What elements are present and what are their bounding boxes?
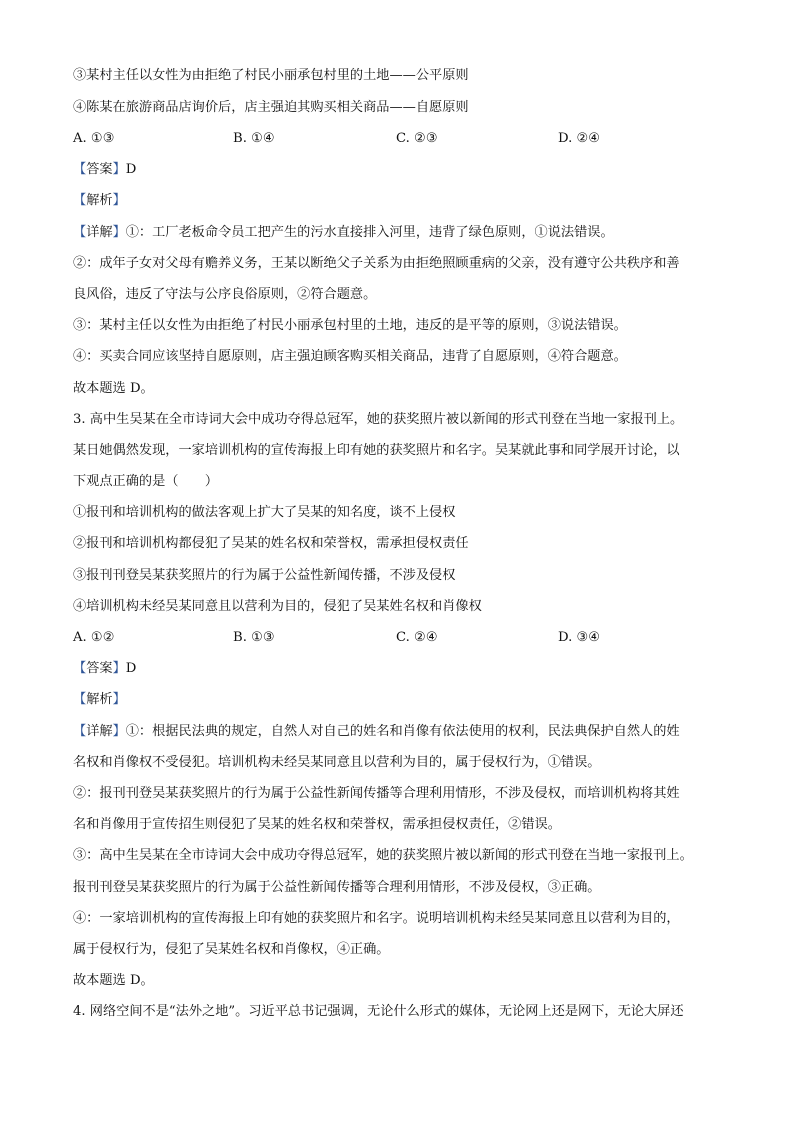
q3-statement-1: ①报刊和培训机构的做法客观上扩大了吴某的知名度，谈不上侵权: [73, 505, 456, 520]
q3-detail-1b: 名权和肖像权不受侵犯。培训机构未经吴某同意且以营利为目的，属于侵权行为，①错误。: [73, 755, 601, 770]
q3-conclusion: 故本题选 D。: [73, 973, 154, 988]
question-4-line1: 4. 网络空间不是“法外之地”。习近平总书记强调，无论什么形式的媒体，无论网上还是网下，无论大屏还: [73, 1004, 684, 1019]
option-b: B. ①④: [233, 131, 275, 146]
q3-detail-4a: ④：一家培训机构的宣传海报上印有她的获奖照片和名字。说明培训机构未经吴某同意且以营利为目的，: [73, 911, 680, 926]
q3-statement-4: ④培训机构未经吴某同意且以营利为目的，侵犯了吴某姓名权和肖像权: [73, 599, 482, 614]
statement-3: ③某村主任以女性为由拒绝了村民小丽承包村里的土地——公平原则: [73, 68, 469, 83]
option-a: A. ①②: [73, 630, 115, 645]
conclusion: 故本题选 D。: [73, 381, 154, 396]
answer-label: 答案: [86, 162, 113, 177]
q3-detail-1a: 【详解】①：根据民法典的规定，自然人对自己的姓名和肖像有依法使用的权利，民法典保护自然人的姓: [73, 724, 680, 739]
q3-detail-2b: 名和肖像用于宣传招生则侵犯了吴某的姓名权和荣誉权，需承担侵权责任，②错误。: [73, 817, 561, 832]
answer-value: D: [125, 162, 137, 177]
q3-answer-options: [73, 628, 673, 648]
option-b: B. ①③: [233, 630, 275, 645]
q3-analysis-heading: 【解析】: [73, 692, 126, 707]
answer-line: 【答案】D: [73, 162, 137, 177]
q3-detail-3b: 报刊刊登吴某获奖照片的行为属于公益性新闻传播等合理利用情形，不涉及侵权，③正确。: [73, 880, 601, 895]
analysis-heading: 【解析】: [73, 193, 126, 208]
detail-2b: 良风俗，违反了守法与公序良俗原则，②符合题意。: [73, 287, 377, 302]
q3-statement-2: ②报刊和培训机构都侵犯了吴某的姓名权和荣誉权，需承担侵权责任: [73, 536, 469, 551]
option-c: C. ②③: [396, 131, 438, 146]
q3-detail-4b: 属于侵权行为，侵犯了吴某姓名权和肖像权，④正确。: [73, 942, 390, 957]
question-3-line1: 3. 高中生吴某在全市诗词大会中成功夺得总冠军，她的获奖照片被以新闻的形式刊登在当地一家报刊上。: [73, 412, 684, 427]
detail-2a: ②：成年子女对父母有赡养义务，王某以断绝父子关系为由拒绝照顾重病的父亲，没有遵守公共秩序和善: [73, 256, 680, 271]
option-d: D. ③④: [558, 630, 601, 645]
q3-statement-3: ③报刊刊登吴某获奖照片的行为属于公益性新闻传播，不涉及侵权: [73, 568, 456, 583]
detail-1: 【详解】①：工厂老板命令员工把产生的污水直接排入河里，违背了绿色原则，①说法错误。: [73, 225, 614, 240]
q3-detail-2a: ②：报刊刊登吴某获奖照片的行为属于公益性新闻传播等合理利用情形，不涉及侵权，而培训机构将其姓: [73, 786, 680, 801]
option-d: D. ②④: [558, 131, 601, 146]
detail-3: ③：某村主任以女性为由拒绝了村民小丽承包村里的土地，违反的是平等的原则，③说法错误。: [73, 318, 627, 333]
question-3-line3: 下观点正确的是（ ）: [73, 474, 219, 489]
option-c: C. ②④: [396, 630, 438, 645]
detail-4: ④：买卖合同应该坚持自愿原则，店主强迫顾客购买相关商品，违背了自愿原则，④符合题意。: [73, 349, 627, 364]
statement-4: ④陈某在旅游商品店询价后，店主强迫其购买相关商品——自愿原则: [73, 100, 469, 115]
q3-answer-line: 【答案】D: [73, 661, 137, 676]
question-3-line2: 某日她偶然发现，一家培训机构的宣传海报上印有她的获奖照片和名字。吴某就此事和同学展开讨论，以: [73, 443, 680, 458]
option-a: A. ①③: [73, 131, 115, 146]
q3-detail-3a: ③：高中生吴某在全市诗词大会中成功夺得总冠军，她的获奖照片被以新闻的形式刊登在当地一家报刊上。: [73, 848, 693, 863]
answer-options: [73, 129, 673, 149]
answer-value: D: [125, 661, 137, 676]
